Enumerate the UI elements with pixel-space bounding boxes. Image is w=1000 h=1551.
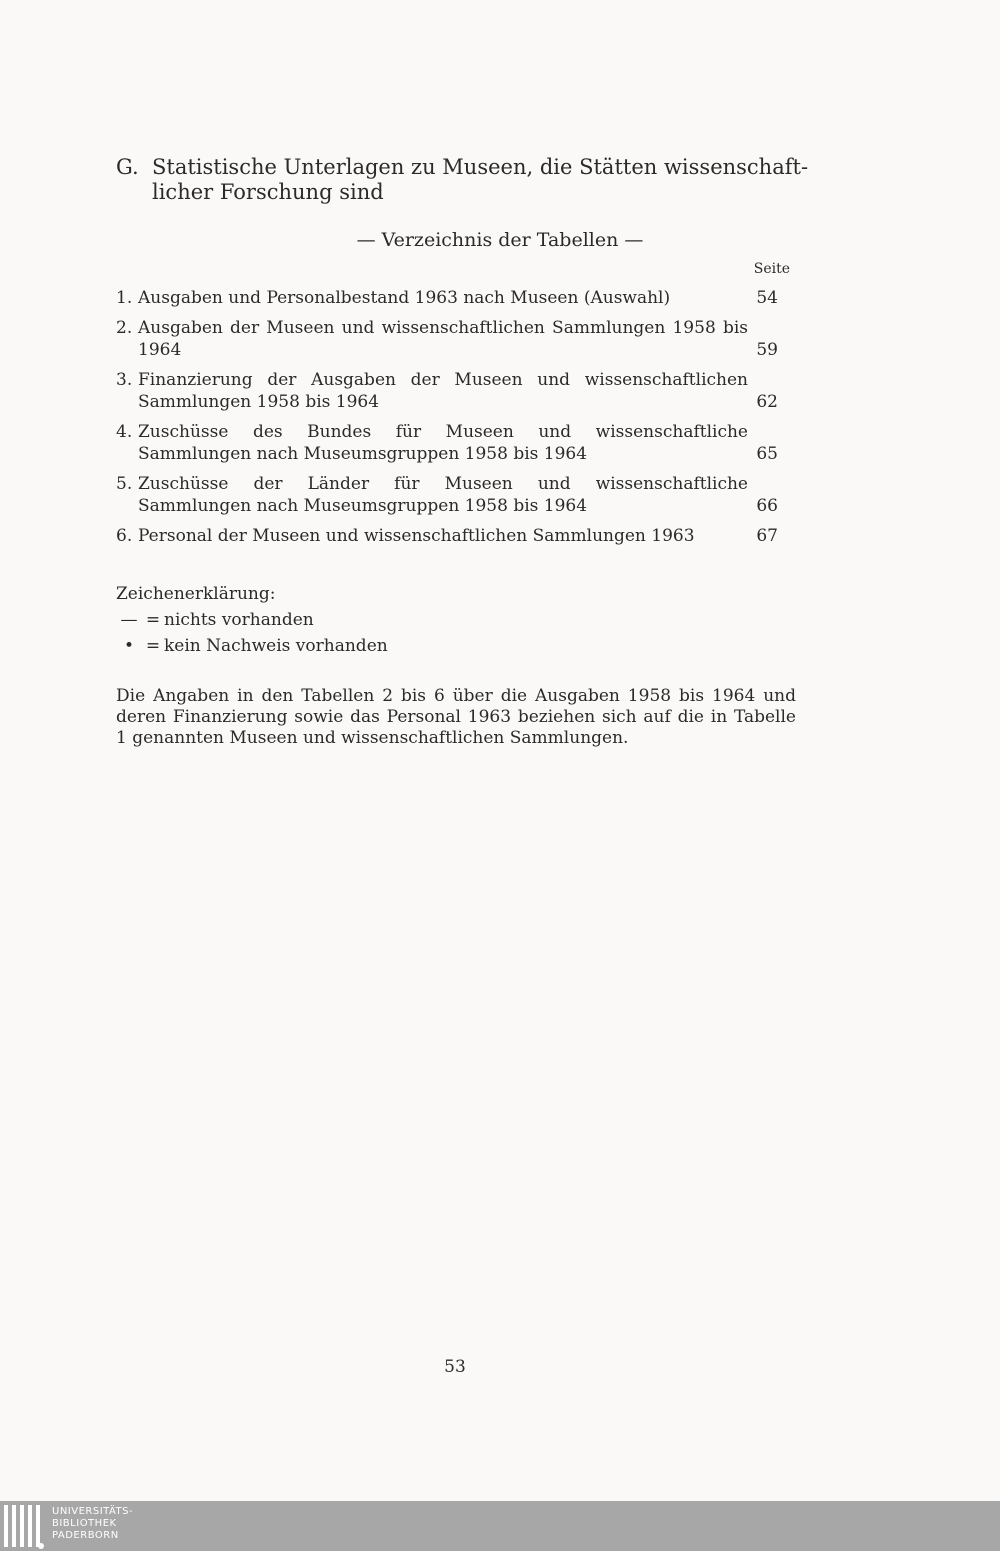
toc-entry-4[interactable] xyxy=(116,421,788,465)
toc-entry-page: 66 xyxy=(756,496,778,516)
toc-entry-page: 54 xyxy=(756,288,778,308)
library-name-line-1: UNIVERSITÄTS- xyxy=(52,1506,134,1517)
toc-entry-3[interactable] xyxy=(116,369,788,413)
toc-entry-number: 5. xyxy=(116,474,133,494)
library-name xyxy=(52,1506,133,1542)
toc-entry-2[interactable] xyxy=(116,317,788,361)
legend-meaning: kein Nachweis vorhanden xyxy=(164,636,388,656)
library-logo-icon xyxy=(4,1505,40,1547)
page-column-label: Seite xyxy=(753,261,790,277)
explanatory-note: Die Angaben in den Tabellen 2 bis 6 über die Ausgaben 1958 bis 1964 und deren Finanzierung sowie das Personal 1963 beziehen sich auf die in Tabelle 1 genannten Museen und wissenschaftlichen Sammlungen. xyxy=(116,686,796,748)
toc-entry-text: Personal der Museen und wissenschaftlichen Sammlungen 1963 xyxy=(138,526,695,546)
section-title-line-2: licher Forschung sind xyxy=(152,180,384,204)
toc-entry-number: 3. xyxy=(116,370,133,390)
dash-symbol: — xyxy=(120,610,138,630)
page-number: 53 xyxy=(444,1357,466,1377)
table-of-contents xyxy=(116,287,788,555)
library-name-line-3: PADERBORN xyxy=(52,1530,119,1541)
toc-entry-page: 65 xyxy=(756,444,778,464)
library-name-line-2: BIBLIOTHEK xyxy=(52,1518,117,1529)
toc-entry-1[interactable] xyxy=(116,287,788,309)
toc-entry-number: 4. xyxy=(116,422,133,442)
legend-row xyxy=(116,633,388,659)
toc-entry-text: Finanzierung der Ausgaben der Museen und wissenschaftlichen Sammlungen 1958 bis 1964 xyxy=(138,370,748,412)
legend-meaning: nichts vorhanden xyxy=(164,610,314,630)
equals-sign: = xyxy=(145,636,161,656)
section-title xyxy=(116,155,816,205)
logo-dot-icon xyxy=(38,1543,44,1549)
library-footer-bar xyxy=(0,1501,1000,1551)
legend-title: Zeichenerklärung: xyxy=(116,584,276,604)
toc-heading: — Verzeichnis der Tabellen — xyxy=(356,229,644,251)
section-letter: G. xyxy=(116,155,139,179)
equals-sign: = xyxy=(145,610,161,630)
toc-entry-text: Zuschüsse des Bundes für Museen und wissenschaftliche Sammlungen nach Museumsgruppen 1958 bis 1964 xyxy=(138,422,748,464)
toc-entry-page: 67 xyxy=(756,526,778,546)
toc-entry-page: 62 xyxy=(756,392,778,412)
toc-entry-number: 1. xyxy=(116,288,133,308)
toc-entry-number: 6. xyxy=(116,526,133,546)
toc-entry-number: 2. xyxy=(116,318,133,338)
toc-entry-text: Ausgaben und Personalbestand 1963 nach Museen (Auswahl) xyxy=(138,288,671,308)
symbol-legend xyxy=(116,581,388,659)
toc-entry-5[interactable] xyxy=(116,473,788,517)
toc-entry-6[interactable] xyxy=(116,525,788,547)
section-title-line-1: Statistische Unterlagen zu Museen, die Stätten wissenschaft- xyxy=(152,155,809,179)
toc-entry-page: 59 xyxy=(756,340,778,360)
toc-entry-text: Ausgaben der Museen und wissenschaftlichen Sammlungen 1958 bis 1964 xyxy=(138,318,748,360)
toc-entry-text: Zuschüsse der Länder für Museen und wissenschaftliche Sammlungen nach Museumsgruppen 1958 bis 1964 xyxy=(138,474,748,516)
dot-symbol: • xyxy=(123,636,135,656)
legend-row xyxy=(116,607,388,633)
